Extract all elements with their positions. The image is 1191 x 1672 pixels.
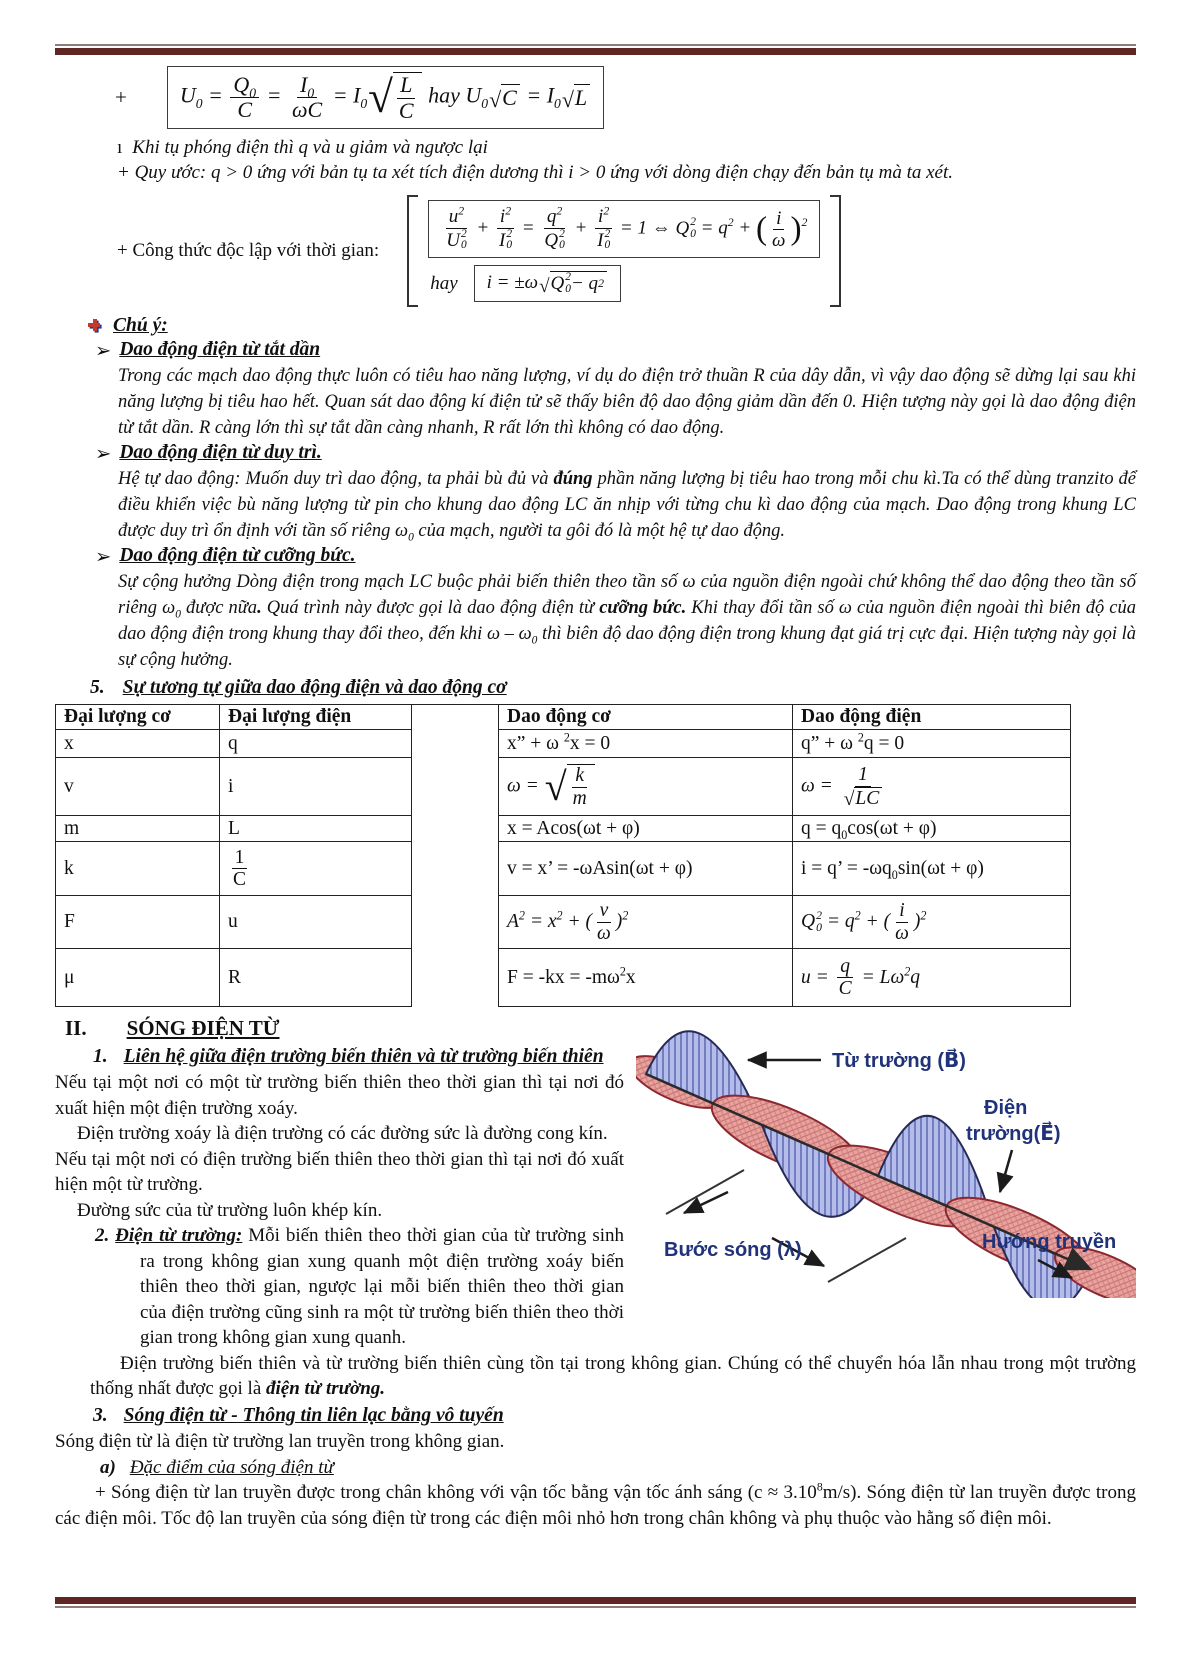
intro-line-1-text: Khi tụ phóng điện thì q và u giảm và ngược lại — [132, 137, 488, 159]
formula-cell: ω = 1 √ LC — [793, 758, 1071, 816]
formula-cell: Q 2 0 = $q^2$ + ( $\frac{i}{\omega}$ )$^2$ — [793, 896, 1071, 949]
table-spacer-column — [412, 704, 498, 1007]
alt-formula-row — [430, 265, 820, 302]
cell-v: v — [56, 758, 220, 816]
em-wave-properties-paragraph: + Sóng điện từ lan truyền được trong chân không với vận tốc bằng vận tốc ánh sáng $(c \approx 3.10^8m/s)$. Sóng điện từ lan truyền được trong các điện môi. Tốc độ lan truyền của sóng điện từ trong các điện môi nhỏ hơn trong chân không và phụ thuộc vào hằng số điện môi. — [55, 1481, 1136, 1529]
formula-cell: x” + ω $^2$x = 0 — [499, 730, 793, 758]
formula-cell: v = x’ = -ωAsin(ωt + φ) — [499, 842, 793, 896]
paragraph: Nếu tại một nơi có điện trường biến thiên theo thời gian thì tại nơi đó xuất hiện một từ trường. — [55, 1148, 624, 1196]
page-border-top — [55, 44, 1136, 55]
section2-title: SÓNG ĐIỆN TỪ — [126, 1016, 280, 1041]
wavelength-label: Bước sóng (λ) — [664, 1239, 802, 1262]
independent-formula-label: + Công thức độc lập với thời gian: — [117, 240, 380, 262]
note-body: Trong các mạch dao động thực luôn có tiêu hao năng lượng, ví dụ do điện trở thuần R của dây dẫn, vì vậy dao động sẽ dừng lại sau khi năng lượng bị tiêu hao hết. Quan sát dao động kí điện tử sẽ thấy biên độ dao động giảm dần đến 0. Hiện tượng này gọi là dao động điện từ tắt dần. R càng lớn thì sự tắt dần càng nhanh, R rất lớn thì không có dao động. — [118, 366, 1136, 439]
e-field-arrow — [1000, 1150, 1012, 1192]
formula-cell: u = $\frac{q}{C}$ = $L\omega^2q$ — [793, 949, 1071, 1007]
bracket-group — [407, 195, 841, 307]
analogy-section-number: 5. — [90, 677, 105, 699]
cell-u: u — [220, 896, 412, 949]
independent-formula-row — [117, 195, 1136, 307]
analogy-left-table — [55, 704, 412, 1007]
arrow-bullet-icon: ➢ — [95, 547, 112, 569]
subsection1-title: Liên hệ giữa điện trường biến thiên và từ trường biến thiên — [123, 1045, 604, 1067]
em-field-term: điện từ trường. — [266, 1378, 386, 1400]
cell-m: m — [56, 816, 220, 842]
note-heading: Dao động điện từ cưỡng bức. — [119, 545, 356, 567]
formula-cell: q” + ω $^2$q = 0 — [793, 730, 1071, 758]
b-field-label: Từ trường (B⃗) — [832, 1050, 966, 1073]
paragraph: Nếu tại một nơi có một từ trường biến thiên theo thời gian thì tại nơi đó xuất hiện một điện trường xoáy. — [55, 1072, 624, 1119]
subitem-a-number: a) — [100, 1456, 116, 1478]
em-wave-figure — [636, 1016, 1136, 1298]
note-body: Hệ tự dao động: Muốn duy trì dao động, ta phải bù đủ và đúng phần năng lượng bị tiêu hao trong mỗi chu kì.Ta có thể dùng tranzito để điều khiển việc bù năng lượng từ pin cho khung dao động LC ăn nhịp với từng chu kì dao động của mạch. Dao động trong khung LC được duy trì ổn định với tần số riêng $\omega_0$ của mạch, người ta gôi đó là một hệ tự dao động. — [118, 469, 1136, 545]
note-bullet-icon — [88, 319, 103, 334]
wavelength-arrow-1 — [684, 1192, 728, 1213]
page-content — [55, 58, 1136, 1531]
tick-marker: ı — [117, 137, 123, 159]
e-field-label-line1: Điện — [984, 1097, 1028, 1120]
cell-R: R — [220, 949, 412, 1007]
note-item-damped — [95, 339, 1136, 441]
formula-cell: x = Acos(ωt + φ) — [499, 816, 793, 842]
subsection2-number: 2. — [95, 1225, 110, 1247]
formula-cell: $F = -kx = -m\omega^2x$ — [499, 949, 793, 1007]
formula-cell: $A^2 = x^2$ + ( $\frac{v}{\omega}$ )$^2$ — [499, 896, 793, 949]
cell-x: x — [56, 730, 220, 758]
subitem-a-heading — [100, 1455, 1136, 1481]
page-border-bottom-thin — [55, 1606, 1136, 1608]
subsection2-body: Mỗi biến thiên theo thời gian của từ trường sinh ra trong không gian xung quanh một điện trường xoáy biến thiên theo thời gian, ngược lại mỗi biến thiên theo thời gian của điện trường cũng sinh ra một từ trường biến thiên theo thời gian trong không gian xung quanh. — [140, 1225, 624, 1349]
u0-formula-row — [115, 66, 1136, 129]
section2-heading — [65, 1016, 624, 1042]
note-item-maintained — [95, 442, 1136, 544]
alt-formula-box: i = ±ω √ Q 2 0 − q 2 — [474, 265, 621, 302]
intro-line-1 — [117, 135, 1136, 160]
analogy-tables — [55, 704, 1136, 1007]
cell-q: q — [220, 730, 412, 758]
notes-title: Chú ý: — [113, 315, 168, 337]
subitem-a-title: Đặc điểm của sóng điện từ — [129, 1456, 334, 1478]
analogy-right-table — [498, 704, 1071, 1007]
cell-F: F — [56, 896, 220, 949]
note-item-forced — [95, 545, 1136, 673]
page-border-top-thin — [55, 44, 1136, 46]
notes-header — [88, 315, 1136, 337]
arrow-bullet-icon: ➢ — [95, 341, 112, 363]
wavelength-tick-2 — [828, 1238, 906, 1282]
page-border-bottom-thick — [55, 1597, 1136, 1604]
note-heading-row — [95, 545, 1136, 569]
formula-cell: i = q’ = $-\omega q_0\sin(\omega t + \varphi)$ — [793, 842, 1071, 896]
cell-L: L — [220, 816, 412, 842]
bracket-group-column — [418, 195, 830, 307]
column-header-elec-quantity: Đại lượng điện — [220, 705, 412, 730]
paragraph: Sóng điện từ là điện từ trường lan truyền trong không gian. — [55, 1431, 505, 1453]
em-field-paragraph — [90, 1351, 1136, 1402]
column-header-mech-oscillation: Dao động cơ — [499, 705, 793, 730]
left-bracket — [407, 195, 418, 307]
formula-cell: $q = q_0\cos(\omega t + \varphi)$ — [793, 816, 1071, 842]
paragraph: Đường sức của từ trường luôn khép kín. — [77, 1199, 383, 1221]
right-bracket — [830, 195, 841, 307]
analogy-section-title: Sự tương tự giữa dao động điện và dao động cơ — [122, 677, 507, 699]
subsection1-heading — [93, 1044, 624, 1070]
independent-formula-box: $u^2$ U 2 0 + $i^2$ I 2 0 = $q^2$ Q 2 0 + $i^2$ I 2 0 = 1 ⇔ Q 2 0 = $q^2$ + ( $\frac{i}{\omega}$ )$^2$ — [428, 200, 820, 258]
note-heading: Dao động điện từ tắt dần — [119, 339, 321, 361]
subsection1-number: 1. — [93, 1045, 108, 1067]
note-heading-row — [95, 442, 1136, 466]
paragraph: Điện trường xoáy là điện trường có các đường sức là đường cong kín. — [77, 1123, 608, 1145]
column-header-mech-quantity: Đại lượng cơ — [56, 705, 220, 730]
column-header-elec-oscillation: Dao động điện — [793, 705, 1071, 730]
u0-formula-box: $U_0$ = $\frac{Q_0}{C}$ = $\frac{I_0}{\omega C}$ = $I_0$ √ $\frac{L}{C}$ hay $U_0$ √ C = $I_0$ √ L — [167, 66, 604, 129]
hay-label: hay — [430, 272, 458, 294]
subsection3-heading — [93, 1403, 1136, 1429]
cell-1C: $\frac{1}{C}$ — [220, 842, 412, 896]
analogy-section-header — [90, 677, 1136, 699]
intro-line-2 — [117, 160, 1136, 185]
arrow-bullet-icon: ➢ — [95, 444, 112, 466]
note-body: Sự cộng hưởng Dòng điện trong mạch LC buộc phải biến thiên theo tần số ω của nguồn điện ngoài chứ không thể dao động theo tần số riêng $\omega_0$ được nữa. Quá trình này được gọi là dao động điện từ cưỡng bức. Khi thay đổi tần số ω của nguồn điện ngoài thì biên độ của dao động điện trong khung thay đổi theo, đến khi ω – $\omega_0$ thì biên độ dao động điện trong khung đạt giá trị cực đại. Hiện tượng này gọi là sự cộng hưởng. — [118, 572, 1137, 671]
e-field-label-line2: trường(E⃗) — [966, 1123, 1061, 1146]
wavelength-tick-1 — [666, 1170, 744, 1214]
subsection2-title: Điện từ trường: — [115, 1225, 243, 1247]
plus-marker: + — [115, 85, 127, 110]
note-heading: Dao động điện từ duy trì. — [119, 442, 322, 464]
page-border-bottom — [55, 1597, 1136, 1608]
cell-mu: μ — [56, 949, 220, 1007]
formula-cell: ω = √ $\frac{k}{m}$ — [499, 758, 793, 816]
page-border-top-thick — [55, 48, 1136, 55]
cell-k: k — [56, 842, 220, 896]
subsection3-title: Sóng điện từ - Thông tin liên lạc bằng vô tuyến — [123, 1404, 504, 1426]
subsection3-number: 3. — [93, 1404, 108, 1426]
direction-label: Hướng truyền — [982, 1231, 1117, 1254]
section-em-waves — [55, 1016, 1136, 1531]
section2-number: II. — [65, 1016, 87, 1041]
em-field-paragraph-text: Điện trường biến thiên và từ trường biến thiên cùng tồn tại trong không gian. Chúng có thể chuyển hóa lẫn nhau trong một trường thống nhất được gọi là — [90, 1352, 1136, 1400]
intro-line-2-text: + Quy ước: q > 0 ứng với bản tụ ta xét tích điện dương thì i > 0 ứng với dòng điện chạy đến bản tụ mà ta xét. — [117, 162, 953, 184]
note-heading-row — [95, 339, 1136, 363]
cell-i: i — [220, 758, 412, 816]
